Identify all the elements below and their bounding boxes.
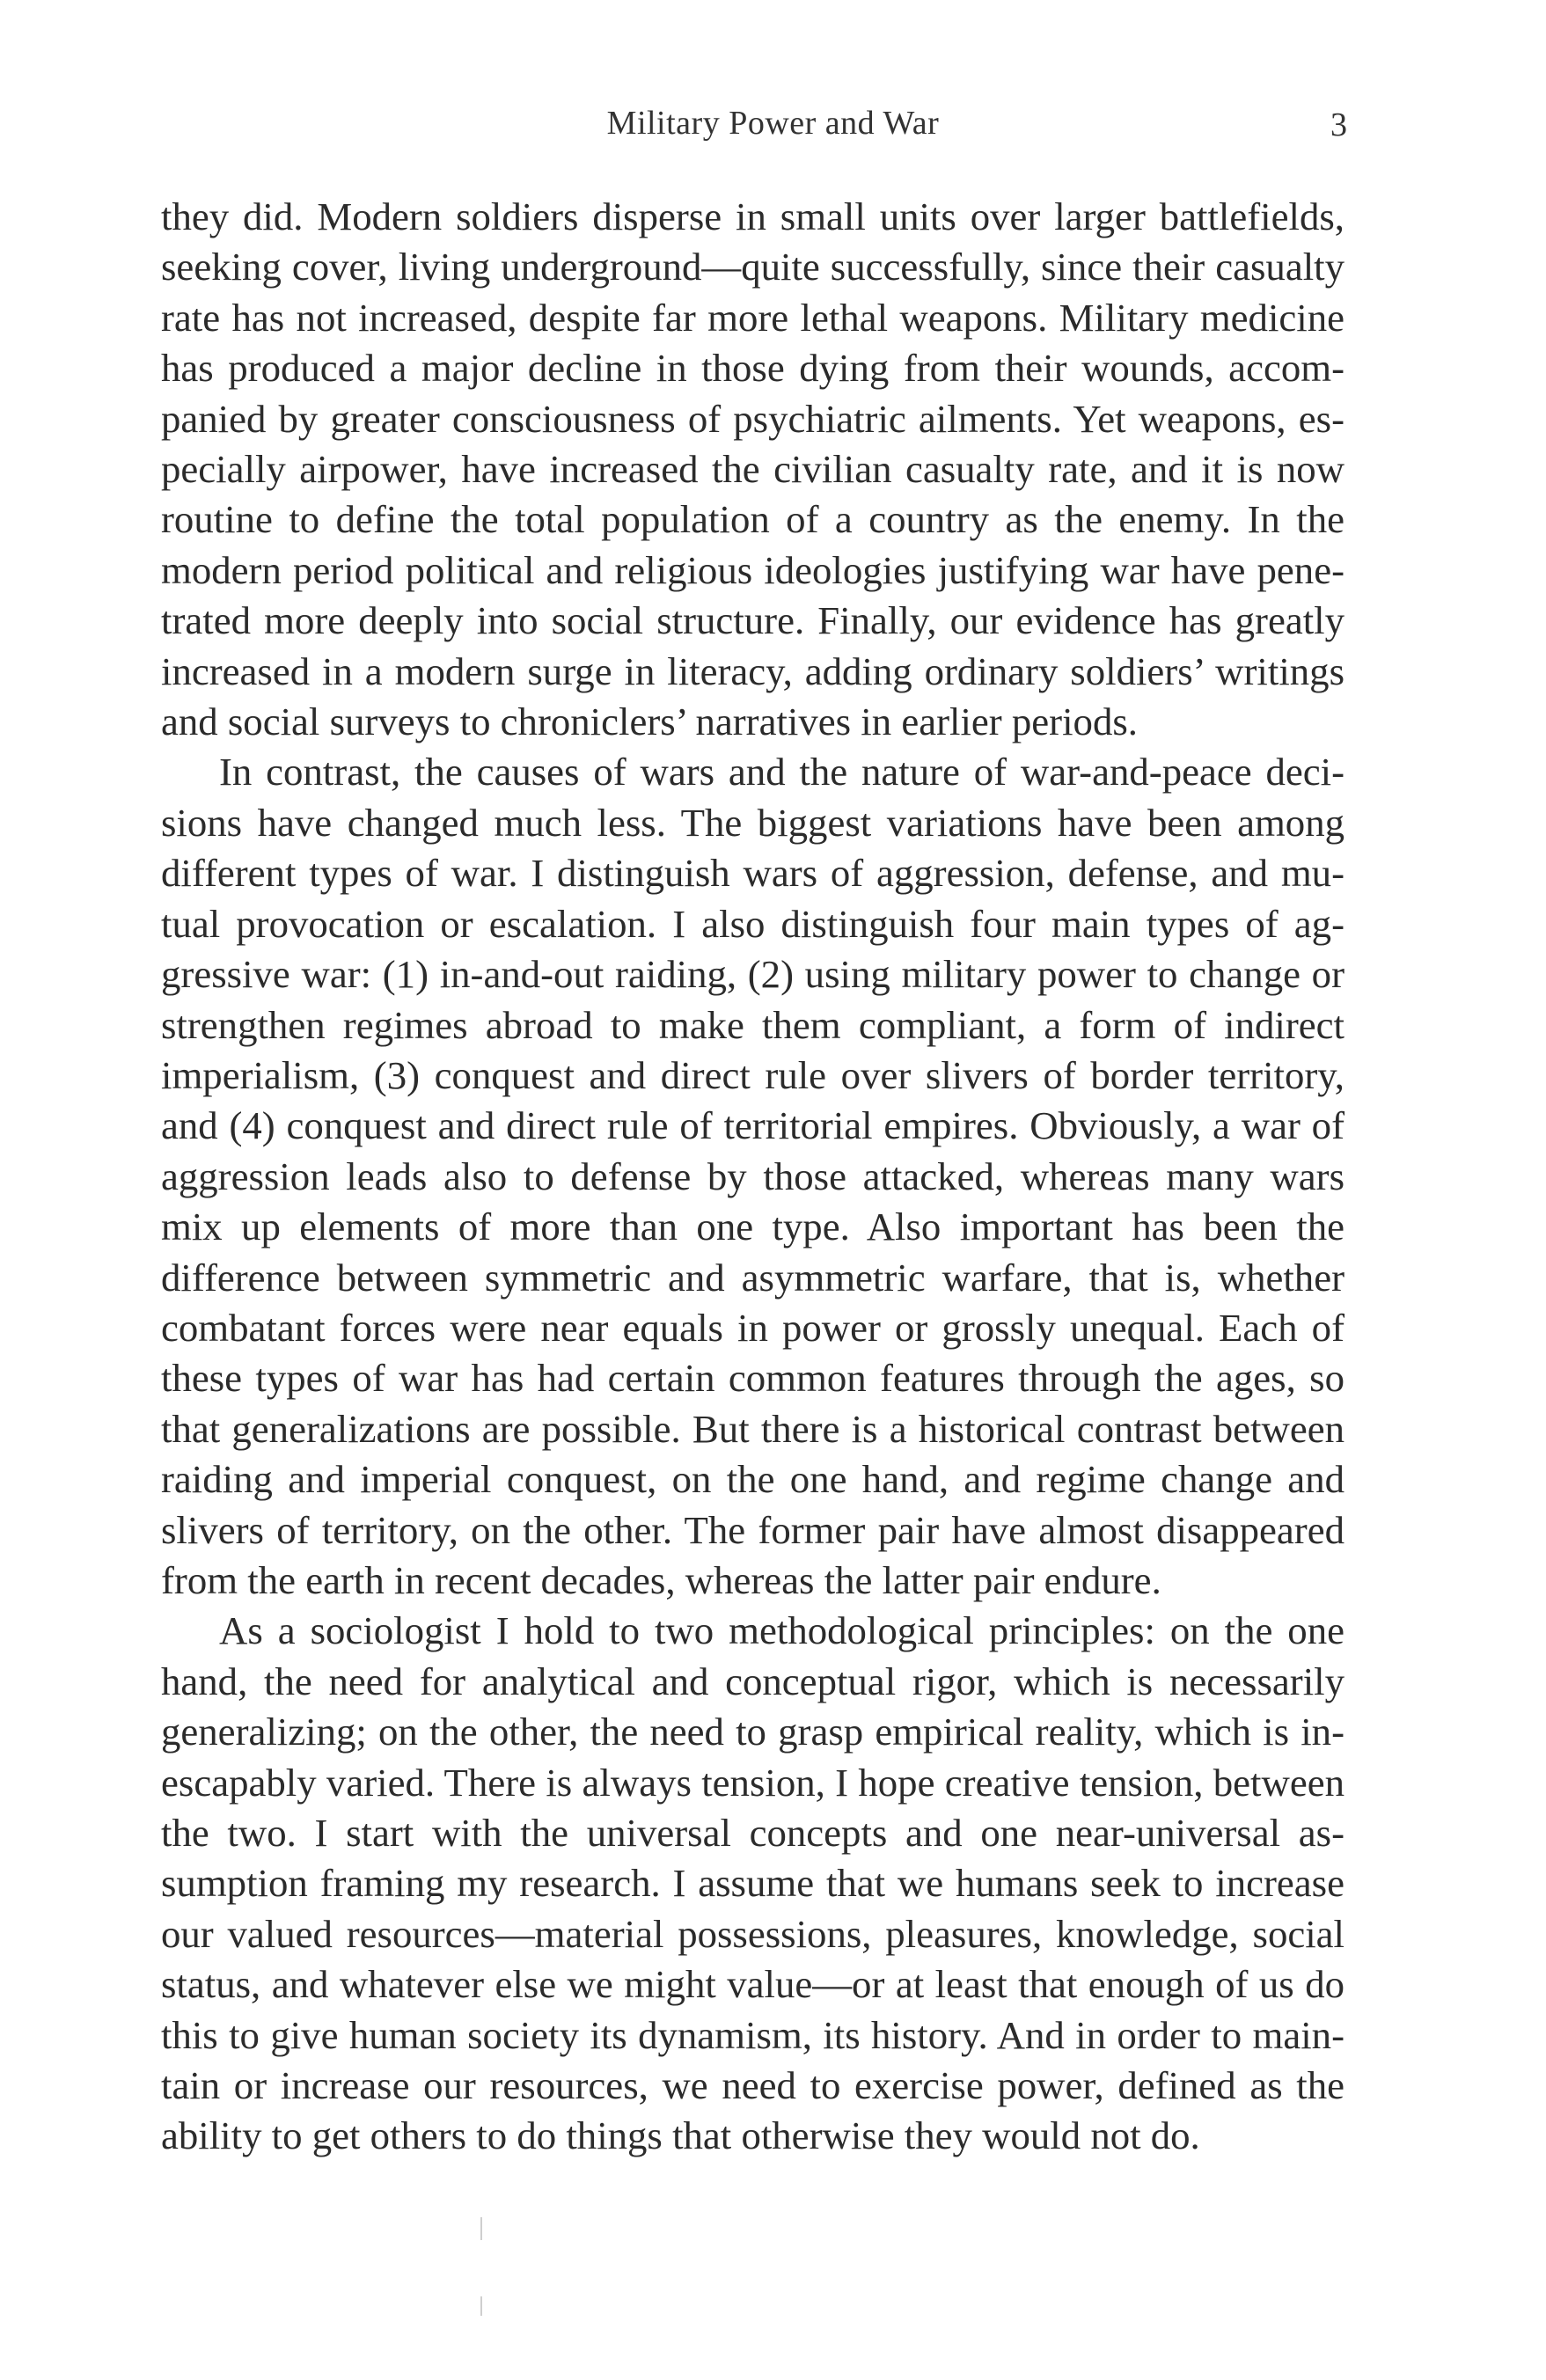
scan-artifact-mark: [480, 2217, 482, 2240]
paragraph-1: they did. Modern soldiers disperse in small units over larger battlefields, seeking cover, living underground—quite successfully, since their casualty rate has not increased, despite far more lethal weapons. Military medicine has produced a major decline in those dying from their wounds, accompanied by greater consciousness of psychiatric ailments. Yet weapons, especially airpower, have increased the civilian casualty rate, and it is now routine to define the total population of a country as the enemy. In the modern period political and religious ideologies justifying war have penetrated more deeply into social structure. Finally, our evidence has greatly increased in a modern surge in literacy, adding ordinary soldiers’ writings and social surveys to chroniclers’ narratives in earlier periods.: [161, 194, 1345, 744]
scan-artifact-mark: [480, 2296, 482, 2316]
body-text: [161, 192, 1345, 2162]
page-number: 3: [1330, 106, 1347, 143]
paragraph-3: As a sociologist I hold to two methodological principles: on the one hand, the need for analytical and conceptual rigor, which is necessarily generalizing; on the other, the need to grasp empirical reality, which is inescapably varied. There is always tension, I hope creative tension, between the two. I start with the universal concepts and one near-universal assumption framing my research. I assume that we humans seek to increase our valued resources—material possessions, pleasures, knowledge, social status, and whatever else we might value—or at least that enough of us do this to give human society its dynamism, its history. And in order to maintain or increase our resources, we need to exercise power, defined as the ability to get others to do things that otherwise they would not do.: [161, 1608, 1345, 2158]
paragraph-2: In contrast, the causes of wars and the nature of war-and-peace decisions have changed much less. The biggest variations have been among different types of war. I distinguish wars of aggression, defense, and mutual provocation or escalation. I also distinguish four main types of aggressive war: (1) in-and-out raiding, (2) using military power to change or strengthen regimes abroad to make them compliant, a form of indirect imperialism, (3) conquest and direct rule over slivers of border territory, and (4) conquest and direct rule of territorial empires. Obviously, a war of aggression leads also to defense by those attacked, whereas many wars mix up elements of more than one type. Also important has been the difference between symmetric and asymmetric warfare, that is, whether combatant forces were near equals in power or grossly unequal. Each of these types of war has had certain common features through the ages, so that generalizations are possible. But there is a historical contrast between raiding and imperial conquest, on the one hand, and regime change and slivers of territory, on the other. The former pair have almost disappeared from the earth in recent decades, whereas the latter pair endure.: [161, 750, 1345, 1602]
running-head-title: Military Power and War: [606, 105, 940, 142]
